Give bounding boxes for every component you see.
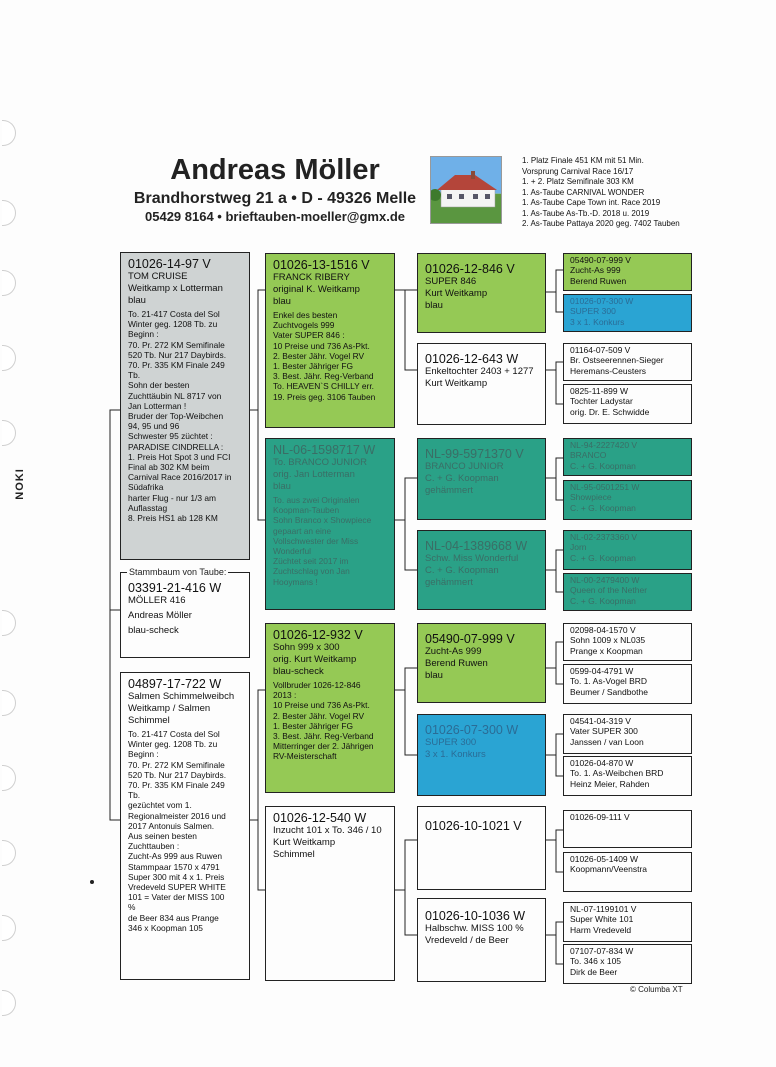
note-line: Wonderful [273, 546, 312, 557]
note-line: Tb. [128, 370, 141, 381]
note-line: Zuchtschlag von Jan [273, 566, 350, 577]
note-line: 8. Preis HS1 ab 128 KM [128, 513, 218, 524]
great-grandparent-box[interactable] [417, 343, 546, 425]
ancestor-breeder: Berend Ruwen [570, 276, 627, 286]
note-line: Vater SUPER 846 : [273, 330, 345, 341]
note-line: 2013 : [273, 690, 297, 701]
father-ring: 01026-14-97 V [128, 257, 211, 271]
grandparent-notes [273, 310, 389, 402]
great-grandparent-box[interactable] [417, 806, 546, 890]
ancestor-ring: 05490-07-999 V [570, 255, 631, 265]
note-line: Stammpaar 1570 x 4791 [128, 861, 220, 872]
great-grandparent-breeder: Kurt Weitkamp [425, 378, 488, 389]
great-grandparent-name: Enkeltochter 2403 + 1277 [425, 366, 534, 377]
ancestor-name: Vater SUPER 300 [570, 726, 638, 736]
note-line: 10 Preise und 736 As-Pkt. [273, 340, 370, 351]
note-line: % [128, 902, 136, 913]
achievement-item: 1. As-Taube Cape Town int. Race 2019 [522, 198, 661, 207]
great-grandparent-ring: 01026-10-1021 V [425, 819, 522, 833]
great-grandparent-breeder: Berend Ruwen [425, 658, 488, 669]
ancestor-ring: 04541-04-319 V [570, 716, 631, 726]
ancestor-ring: NL-00-2479400 W [570, 575, 640, 585]
grandparent-box[interactable] [265, 806, 395, 981]
note-line: 70. Pr. 335 KM Finale 249 [128, 780, 225, 791]
grandparent-color: blau-scheck [273, 666, 324, 677]
achievement-item: Vorsprung Carnival Race 16/17 [522, 166, 634, 176]
subject-box[interactable] [120, 572, 250, 658]
ancestor-name: SUPER 300 [570, 306, 616, 316]
great-grandparent-name: SUPER 300 [425, 737, 477, 748]
great-grandparent-box[interactable] [417, 530, 546, 610]
ancestor-name: Jorn [570, 542, 587, 552]
great-grandparent-color: gehämmert [425, 485, 474, 496]
note-line: Bruder der Top-Weibchen [128, 411, 224, 422]
great-grandparent-breeder: Vredeveld / de Beer [425, 935, 509, 946]
ancestor-box[interactable] [563, 852, 692, 892]
copyright: © Columba XT [630, 985, 683, 994]
achievement-item: 1. Platz Finale 451 KM mit 51 Min. [522, 156, 644, 165]
note-line: Koopman-Tauben [273, 505, 340, 516]
note-line: Regionalmeister 2016 und [128, 810, 226, 821]
great-grandparent-breeder: C. + G. Koopman [425, 565, 499, 576]
ancestor-breeder: Heinz Meier, Rahden [570, 779, 650, 789]
note-line: To. 21-417 Costa del Sol [128, 729, 220, 739]
great-grandparent-ring: 01026-12-643 W [425, 352, 519, 366]
ancestor-ring: NL-94-2227420 V [570, 440, 638, 450]
ancestor-box[interactable] [563, 714, 692, 754]
note-line: 346 x Koopman 105 [128, 922, 203, 933]
grandparent-breeder: orig. Kurt Weitkamp [273, 654, 357, 665]
father-box[interactable] [120, 252, 250, 560]
ancestor-name: To. 1. As-Vogel BRD [570, 676, 648, 686]
grandparent-ring: NL-06-1598717 W [273, 443, 376, 457]
ancestor-ring: 01026-07-300 W [570, 296, 634, 306]
great-grandparent-box[interactable] [417, 253, 546, 333]
great-grandparent-ring: 01026-10-1036 W [425, 909, 526, 923]
ancestor-breeder: Harm Vredeveld [570, 925, 632, 935]
note-line: 520 Tb. Nur 217 Daybirds. [128, 349, 227, 360]
ancestor-box[interactable] [563, 756, 692, 796]
ancestor-ring: 01026-04-870 W [570, 758, 634, 768]
ancestor-breeder: 3 x 1. Konkurs [570, 317, 625, 327]
ancestor-box[interactable] [563, 623, 692, 661]
ancestor-breeder: Janssen / van Loon [570, 737, 644, 747]
note-line: To. 21-417 Costa del Sol [128, 309, 220, 319]
note-line: Beginn : [128, 749, 159, 760]
ancestor-breeder: Dirk de Beer [570, 967, 618, 977]
mother-box[interactable] [120, 672, 250, 980]
ancestor-box[interactable] [563, 438, 692, 476]
note-line: 1. Bester Jähriger FG [273, 361, 354, 372]
grandparent-breeder: original K. Weitkamp [273, 284, 360, 295]
note-line: Vollschwester der Miss [273, 535, 359, 546]
note-line: Zucht-As 999 aus Ruwen [128, 851, 223, 862]
great-grandparent-ring: 05490-07-999 V [425, 632, 515, 646]
grandparent-ring: 01026-12-540 W [273, 811, 367, 825]
great-grandparent-breeder: Kurt Weitkamp [425, 288, 488, 299]
grandparent-name: Inzucht 101 x To. 346 / 10 [273, 825, 382, 836]
achievement-item: 1. + 2. Platz Semifinale 303 KM [522, 177, 634, 186]
grandparent-breeder: Kurt Weitkamp [273, 837, 336, 848]
ancestor-name: Super White 101 [570, 914, 634, 924]
grandparent-name: Sohn 999 x 300 [273, 642, 340, 653]
note-line: 1. Preis Hot Spot 3 und FCI [128, 451, 231, 462]
ancestor-ring: NL-02-2373360 V [570, 532, 638, 542]
note-line: 3. Best. Jähr. Reg-Verband [273, 731, 374, 742]
note-line: Jan Lotterman ! [128, 400, 187, 411]
achievement-item: 2. As-Taube Pattaya 2020 geg. 7402 Tauben [522, 219, 680, 228]
ancestor-box[interactable] [563, 480, 692, 520]
note-line: 70. Pr. 335 KM Finale 249 [128, 360, 225, 371]
great-grandparent-name: Schw. Miss Wonderful [425, 553, 519, 564]
great-grandparent-ring: NL-99-5971370 V [425, 447, 524, 461]
grandparent-color: blau [273, 481, 291, 492]
ancestor-name: BRANCO [570, 450, 607, 460]
note-line: PARADISE CINDRELLA : [128, 441, 224, 452]
note-line: 70. Pr. 272 KM Semifinale [128, 339, 225, 350]
great-grandparent-box[interactable] [417, 714, 546, 796]
note-line: Vollbruder 1026-12-846 [273, 680, 361, 690]
great-grandparent-breeder: 3 x 1. Konkurs [425, 749, 486, 760]
great-grandparent-name: SUPER 846 [425, 276, 477, 287]
note-line: 2017 Antonuis Salmen. [128, 820, 215, 831]
ancestor-name: To. 1. As-Weibchen BRD [570, 768, 664, 778]
ancestor-name: Zucht-As 999 [570, 265, 621, 275]
ancestor-breeder: C. + G. Koopman [570, 553, 636, 563]
grandparent-notes [273, 680, 389, 762]
scanner-label: NOKI [13, 468, 26, 500]
note-line: harter Flug - nur 1/3 am [128, 492, 216, 503]
grandparent-name: FRANCK RIBERY [273, 272, 350, 283]
note-line: Schwester 95 züchtet : [128, 431, 213, 442]
great-grandparent-name: Zucht-As 999 [425, 646, 482, 657]
note-line: To. HEAVEN`S CHILLY err. [273, 381, 374, 392]
grandparent-breeder: orig. Jan Lotterman [273, 469, 355, 480]
ancestor-ring: 0599-04-4791 W [570, 666, 634, 676]
ancestor-box[interactable] [563, 664, 692, 704]
ancestor-box[interactable] [563, 902, 692, 942]
ancestor-box[interactable] [563, 573, 692, 611]
ancestor-name: Sohn 1009 x NL035 [570, 635, 646, 645]
great-grandparent-ring: 01026-07-300 W [425, 723, 519, 737]
note-line: Winter geg. 1208 Tb. zu [128, 739, 218, 750]
ancestor-breeder: C. + G. Koopman [570, 596, 636, 606]
note-line: Südafrika [128, 482, 164, 493]
pedigree-label: Stammbaum von Taube: [129, 567, 227, 577]
note-line: Enkel des besten [273, 310, 338, 320]
note-line: gepaart an eine [273, 525, 332, 536]
ancestor-box[interactable] [563, 294, 692, 332]
note-line: To. aus zwei Originalen [273, 495, 360, 505]
note-line: Winter geg. 1208 Tb. zu [128, 319, 218, 330]
great-grandparent-color: blau [425, 300, 443, 311]
breeder-address: Brandhorstweg 21 a • D - 49326 Melle [133, 190, 417, 207]
note-line: RV-Meisterschaft [273, 751, 337, 762]
note-line: 101 = Vater der MISS 100 [128, 892, 225, 903]
ancestor-ring: NL-07-1199101 V [570, 904, 637, 914]
great-grandparent-name: BRANCO JUNIOR [425, 461, 504, 472]
ancestor-box[interactable] [563, 384, 692, 424]
grandparent-ring: 01026-12-932 V [273, 628, 363, 642]
note-line: Zuchttäubin NL 8717 von [128, 390, 222, 401]
grandparent-ring: 01026-13-1516 V [273, 258, 370, 272]
note-line: Hooymans ! [273, 576, 318, 587]
ancestor-name: Queen of the Nether [570, 585, 648, 595]
ancestor-ring: 01164-07-509 V [570, 345, 631, 355]
great-grandparent-color: gehämmert [425, 577, 474, 588]
father-notes [128, 309, 244, 523]
ancestor-ring: 01026-09-111 V [570, 812, 630, 822]
ancestor-box[interactable] [563, 944, 692, 984]
note-line: Tb. [128, 790, 141, 801]
note-line: Mitterringer der 2. Jährigen [273, 741, 374, 752]
grandparent-color: Schimmel [273, 849, 315, 860]
ancestor-name: Br. Ostseerennen-Sieger [570, 355, 664, 365]
grandparent-box[interactable] [265, 438, 395, 610]
note-line: de Beer 834 aus Prange [128, 912, 219, 923]
ancestor-box[interactable] [563, 253, 692, 291]
note-line: 3. Best. Jähr. Reg-Verband [273, 371, 374, 382]
ancestor-box[interactable] [563, 530, 692, 570]
subject-name: MÖLLER 416 [128, 595, 186, 606]
note-line: Sohn der besten [128, 380, 190, 391]
ancestor-breeder: Prange x Koopman [570, 646, 643, 656]
ancestor-name: Showpiece [570, 492, 612, 502]
note-line: Züchtet seit 2017 im [273, 556, 349, 567]
great-grandparent-ring: NL-04-1389668 W [425, 539, 528, 553]
note-line: Zuchtvogels 999 [273, 320, 335, 331]
great-grandparent-ring: 01026-12-846 V [425, 262, 515, 276]
great-grandparent-box[interactable] [417, 623, 546, 703]
grandparent-name: To. BRANCO JUNIOR [273, 457, 367, 468]
note-line: Vredeveld SUPER WHITE [128, 882, 226, 893]
ancestor-name: To. 346 x 105 [570, 956, 622, 966]
ancestor-ring: NL-95-0501251 W [570, 482, 640, 492]
note-line: 2. Bester Jähr. Vogel RV [273, 710, 365, 721]
breeder-name: Andreas Möller [170, 154, 380, 186]
note-line: 520 Tb. Nur 217 Daybirds. [128, 769, 227, 780]
father-name: TOM CRUISE [128, 271, 188, 282]
grandparent-color: blau [273, 296, 291, 307]
ancestor-box[interactable] [563, 810, 692, 848]
mother-color: Schimmel [128, 715, 170, 726]
ancestor-box[interactable] [563, 343, 692, 381]
breeder-contact: 05429 8164 • brieftauben-moeller@gmx.de [145, 209, 405, 224]
note-line: Aus seinen besten [128, 831, 197, 842]
grandparent-box[interactable] [265, 253, 395, 428]
great-grandparent-name: Halbschw. MISS 100 % [425, 923, 524, 934]
note-line: Super 300 mit 4 x 1. Preis [128, 871, 225, 882]
grandparent-box[interactable] [265, 623, 395, 793]
note-line: gezüchtet vom 1. [128, 800, 192, 811]
mother-ring: 04897-17-722 W [128, 677, 222, 691]
ancestor-ring: 07107-07-834 W [570, 946, 634, 956]
great-grandparent-color: blau [425, 670, 443, 681]
note-line: Zuchttauben : [128, 841, 180, 852]
father-color: blau [128, 295, 146, 306]
mother-breeder: Weitkamp / Salmen [128, 703, 211, 714]
mother-name: Salmen Schimmelweibch [128, 691, 235, 702]
father-breeder: Weitkamp x Lotterman [128, 283, 223, 294]
subject-breeder: Andreas Möller [128, 610, 192, 621]
ancestor-breeder: Heremans-Ceusters [570, 366, 647, 376]
ancestor-ring: 01026-05-1409 W [570, 854, 639, 864]
ancestor-breeder: Beumer / Sandbothe [570, 687, 648, 697]
grandparent-notes [273, 495, 389, 587]
note-line: Carnival Race 2016/2017 in [128, 472, 232, 483]
mother-notes [128, 729, 244, 933]
note-line: Auflasstag [128, 502, 168, 513]
note-line: 94, 95 und 96 [128, 421, 180, 432]
note-line: Beginn : [128, 329, 159, 340]
ancestor-breeder: C. + G. Koopman [570, 461, 636, 471]
note-line: 70. Pr. 272 KM Semifinale [128, 759, 225, 770]
note-line: 2. Bester Jähr. Vogel RV [273, 350, 365, 361]
achievement-item: 1. As-Taube CARNIVAL WONDER [522, 187, 645, 197]
note-line: 10 Preise und 736 As-Pkt. [273, 700, 370, 711]
note-line: 19. Preis geg. 3106 Tauben [273, 391, 376, 402]
note-line: 1. Bester Jähriger FG [273, 720, 354, 731]
great-grandparent-breeder: C. + G. Koopman [425, 473, 499, 484]
great-grandparent-box[interactable] [417, 898, 546, 982]
great-grandparent-box[interactable] [417, 438, 546, 520]
ancestor-name: Tochter Ladystar [570, 396, 633, 406]
subject-ring: 03391-21-416 W [128, 581, 222, 595]
ancestor-ring: 0825-11-899 W [570, 386, 628, 396]
ancestor-breeder: C. + G. Koopman [570, 503, 636, 513]
achievement-item: 1. As-Taube As-Tb.-D. 2018 u. 2019 [522, 208, 650, 218]
note-line: Final ab 302 KM beim [128, 462, 210, 473]
note-line: Sohn Branco x Showpiece [273, 515, 372, 526]
ancestor-breeder: orig. Dr. E. Schwidde [570, 407, 650, 417]
ancestor-ring: 02098-04-1570 V [570, 625, 636, 635]
ancestor-name: Koopmann/Veenstra [570, 864, 648, 874]
subject-color: blau-scheck [128, 625, 179, 636]
